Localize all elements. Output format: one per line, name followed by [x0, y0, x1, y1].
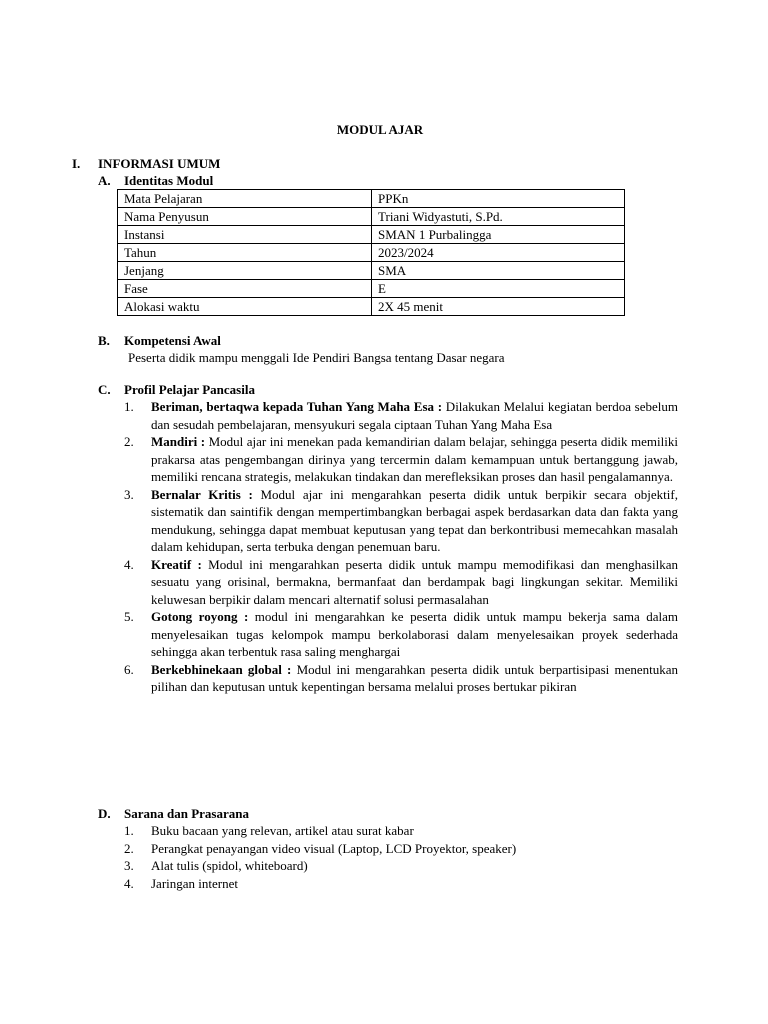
list-item-number: 3.	[124, 486, 134, 502]
table-key: Alokasi waktu	[118, 298, 372, 316]
list-item	[124, 398, 678, 433]
list-item-number: 2.	[124, 434, 134, 449]
table-row	[118, 244, 625, 262]
table-key: Instansi	[118, 226, 372, 244]
table-value: Triani Widyastuti, S.Pd.	[372, 208, 625, 226]
section-1-heading: INFORMASI UMUM	[98, 156, 221, 171]
table-value: 2X 45 menit	[372, 298, 625, 316]
list-item-title: Gotong royong :	[151, 609, 249, 624]
section-b-letter: B.	[98, 333, 110, 348]
list-item-number: 3.	[124, 858, 134, 873]
table-row	[118, 298, 625, 316]
list-item-title: Berkebhinekaan global :	[151, 661, 292, 677]
table-key: Jenjang	[118, 262, 372, 280]
list-item-text: Alat tulis (spidol, whiteboard)	[151, 858, 308, 873]
section-c-heading: Profil Pelajar Pancasila	[124, 382, 255, 397]
table-row	[118, 226, 625, 244]
list-item-number: 5.	[124, 609, 134, 624]
list-item-title: Bernalar Kritis :	[151, 486, 253, 502]
list-item-number: 1.	[124, 399, 134, 414]
list-item-number: 4.	[124, 875, 134, 891]
list-item-text: Buku bacaan yang relevan, artikel atau surat kabar	[151, 823, 414, 838]
document-title: MODUL AJAR	[336, 122, 424, 137]
section-b-text: Peserta didik mampu menggali Ide Pendiri Bangsa tentang Dasar negara	[128, 350, 505, 365]
list-item	[124, 822, 678, 840]
list-item-title: Beriman, bertaqwa kepada Tuhan Yang Maha Esa :	[151, 399, 443, 414]
section-a-heading: Identitas Modul	[124, 173, 214, 188]
table-value: E	[372, 280, 625, 298]
table-row	[118, 208, 625, 226]
list-item-number: 6.	[124, 661, 134, 677]
section-b-heading: Kompetensi Awal	[124, 333, 221, 348]
table-value: 2023/2024	[372, 244, 625, 262]
table-key: Fase	[118, 280, 372, 298]
section-d-letter: D.	[98, 806, 111, 821]
section-a-letter: A.	[98, 173, 111, 188]
list-item-text: Dilakukan Melalui kegiatan berdoa sebelum dan sesudah pembelajaran, mensyukuri segala ciptaan Tuhan Yang Maha Esa	[151, 399, 679, 432]
table-key: Tahun	[118, 244, 372, 262]
list-item-number: 2.	[124, 840, 134, 856]
list-item-title: Kreatif :	[151, 556, 202, 572]
list-item-number: 1.	[124, 823, 134, 838]
list-item-text: Modul ini mengarahkan peserta didik untuk berpartisipasi menentukan pilihan dan keputusan untuk kepentingan bersama melalui proses bertukar pikiran	[151, 661, 678, 694]
list-item-text: Modul ajar ini mengarahkan peserta didik untuk berpikir secara objektif, sistematik dan saintifik dengan mempertimbangkan berbagai aspek berdasarkan data dan fakta yang mendukung, sehingga dapat membuat keputusan yang tepat dan berkontribusi memecahkan masalah dalam kehidupan, serta terbuka dengan penemuan baru.	[151, 486, 678, 554]
list-item-text: Modul ini mengarahkan peserta didik untuk mampu memodifikasi dan menghasilkan sesuatu yang orisinal, bermakna, bermanfaat dan berdampak bagi lingkungan sekitar. Memiliki keluwesan berpikir dalam mencari alternatif solusi permasalahan	[151, 556, 678, 607]
section-c-letter: C.	[98, 382, 111, 397]
table-key: Nama Penyusun	[118, 208, 372, 226]
section-1-number: I.	[72, 156, 81, 171]
table-value: PPKn	[372, 190, 625, 208]
list-item-title: Mandiri :	[151, 434, 206, 449]
table-key: Mata Pelajaran	[118, 190, 372, 208]
table-value: SMAN 1 Purbalingga	[372, 226, 625, 244]
list-item-text: Jaringan internet	[151, 875, 238, 891]
list-item	[124, 433, 678, 486]
list-item-text: Perangkat penayangan video visual (Laptop, LCD Proyektor, speaker)	[151, 840, 517, 856]
list-item	[124, 486, 678, 556]
list-item	[124, 857, 678, 875]
section-d-heading: Sarana dan Prasarana	[124, 806, 249, 821]
profile-list	[124, 398, 678, 696]
table-row	[118, 190, 625, 208]
list-item-number: 4.	[124, 556, 134, 572]
table-row	[118, 280, 625, 298]
facilities-list	[124, 822, 678, 892]
table-row	[118, 262, 625, 280]
list-item	[124, 556, 678, 609]
list-item	[124, 608, 678, 661]
list-item-text: Modul ajar ini menekan pada kemandirian dalam belajar, sehingga peserta didik memiliki prakarsa atas pengembangan dirinya yang tercermin dalam kemampuan untuk bertanggung jawab, memiliki rencana strategis, melakukan tindakan dan merefleksikan proses dan hasil pengalamannya.	[151, 434, 678, 484]
table-value: SMA	[372, 262, 625, 280]
list-item	[124, 875, 678, 893]
list-item	[124, 840, 678, 858]
list-item-text: modul ini mengarahkan ke peserta didik untuk mampu bekerja sama dalam menyelesaikan tugas kelompok mampu berkolaborasi dalam menyelesaikan proyek sederhada sehingga akan terbentuk rasa saling menghargai	[151, 609, 679, 659]
list-item	[124, 661, 678, 696]
identity-table	[117, 189, 625, 316]
